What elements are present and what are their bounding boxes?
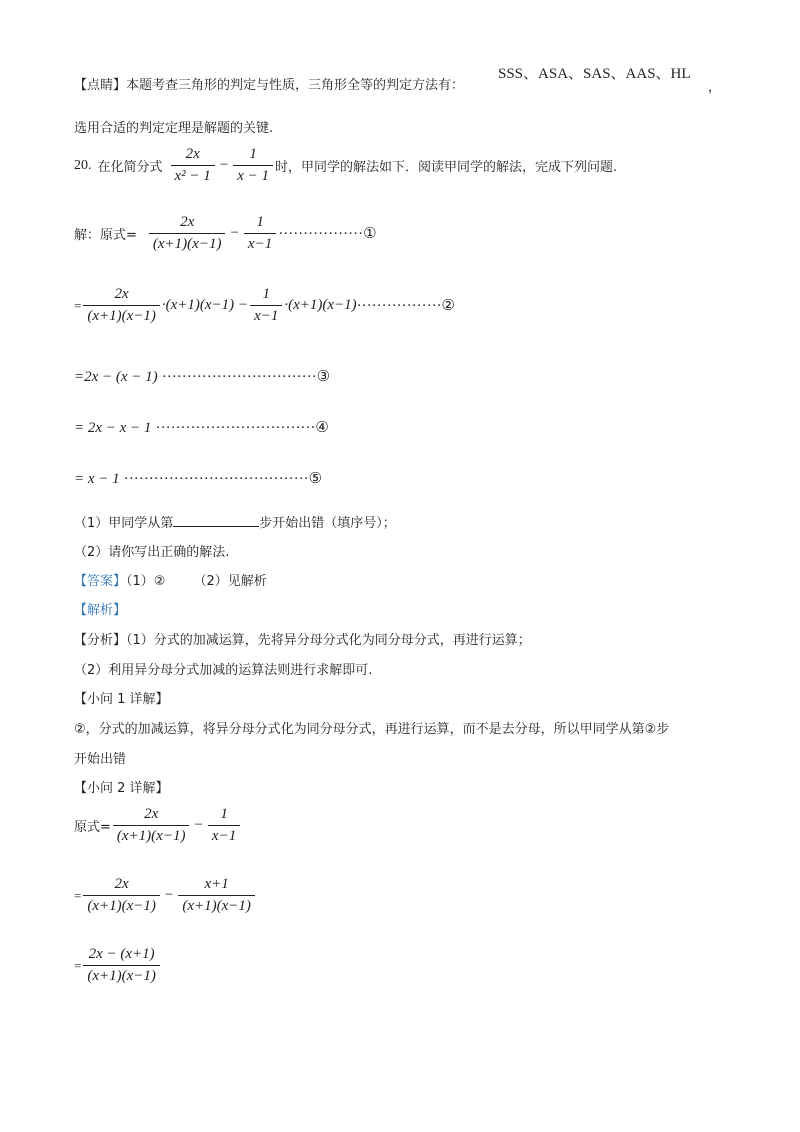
question-20: 20. 在化简分式 $\frac{2x}{\text{x² − 1}}$ − $\frac{1}{x - 1}$ 时，甲同学的解法如下．阅读甲同学的解法，完成下列问题. (74, 146, 618, 184)
xiaowen1-heading: 【小问 1 详解】 (74, 692, 169, 707)
solution-step-4: = 2x − x − 1 ································④ (74, 420, 329, 436)
xiaowen2-label: 原式= (74, 820, 111, 835)
question-pre: 在化简分式 (97, 160, 163, 175)
answer-blank[interactable] (173, 514, 259, 527)
step2-fraction-b: $\frac{1}{x-1}$ (250, 286, 282, 325)
x2-l1-fraction-a: $\frac{2x}{(x+1)(x-1)}$ (113, 806, 190, 845)
step2-fraction-a: $\frac{2x}{(x+1)(x-1)}$ (83, 286, 160, 325)
fenxi-line1: 【分析】（1）分式的加减运算，先将异分母分式化为同分母分式，再进行运算； (74, 633, 531, 648)
fraction-2x-over-x2-1: $\frac{2x}{\text{x² − 1}}$ (171, 146, 215, 185)
sub-question-1: （1）甲同学从第 步开始出错（填序号）； (74, 516, 396, 531)
x2-l2-fraction-a: $\frac{2x}{(x+1)(x-1)}$ (83, 876, 160, 915)
sub-question-2: （2）请你写出正确的解法. (74, 545, 230, 560)
fraction-1-over-x-1: $\frac{1}{x - 1}$ (233, 146, 273, 185)
step2-tail: ·(x+1)(x−1) (284, 297, 357, 313)
fenxi-label: 【分析】 (74, 633, 127, 648)
step1-marker: ·················① (278, 226, 377, 242)
step1-fraction-a: $\frac{2x}{(x+1)(x-1)}$ (149, 214, 226, 253)
fenxi-line2: （2）利用异分母分式加减的运算法则进行求解即可. (74, 663, 373, 678)
question-post: 时，甲同学的解法如下．阅读甲同学的解法，完成下列问题. (275, 160, 618, 175)
solution-step-1: 解：原式= $\frac{2x}{(x+1)(x-1)}$ − $\frac{1}{x-1}$ ·················① (74, 214, 377, 252)
x2-l2-fraction-b: $\frac{x+1}{(x+1)(x-1)}$ (178, 876, 255, 915)
x2-l1-fraction-b: $\frac{1}{x-1}$ (208, 806, 240, 845)
xiaowen2-line2: = $\frac{2x}{(x+1)(x-1)}$ − $\frac{x+1}{(x+1)(x-1)}$ (74, 876, 257, 915)
question-number: 20. (74, 157, 92, 173)
step2-middle: ·(x+1)(x−1) − (161, 297, 249, 313)
answer-part2: （2）见解析 (193, 574, 267, 589)
xiaowen1-line1: ②，分式的加减运算，将异分母分式化为同分母分式，再进行运算，而不是去分母，所以甲同学从第②步 (74, 722, 670, 737)
solution-step-5: = x − 1 ·····································⑤ (74, 471, 323, 487)
x2-l3-fraction: $\frac{2x - (x+1)}{(x+1)(x-1)}$ (83, 946, 160, 985)
dianjing-text: 本题考查三角形的判定与性质，三角形全等的判定方法有： (126, 78, 465, 93)
solution-step-3: =2x − (x − 1) ·······························③ (74, 369, 331, 385)
solution-label: 解：原式= (74, 228, 137, 243)
answer-line (74, 570, 267, 589)
answer-part1: （1）② (126, 574, 166, 589)
dianjing-line2: 选用合适的判定定理是解题的关键. (74, 121, 274, 136)
step1-fraction-b: $\frac{1}{x-1}$ (244, 214, 276, 253)
trailing-comma: ， (708, 80, 722, 95)
xiaowen2-line1: 原式= $\frac{2x}{(x+1)(x-1)}$ − $\frac{1}{x-1}$ (74, 806, 242, 845)
answer-label: 【答案】 (74, 574, 127, 589)
solution-step-2: = $\frac{2x}{(x+1)(x-1)}$ ·(x+1)(x−1) − $\frac{1}{x-1}$ ·(x+1)(x−1) ·················② (74, 286, 456, 324)
dianjing-line1 (74, 74, 464, 93)
jiexi-label: 【解析】 (74, 603, 127, 618)
dianjing-label: 【点睛】 (74, 78, 127, 93)
step2-marker: ·················② (356, 298, 456, 314)
xiaowen2-heading: 【小问 2 详解】 (74, 781, 169, 796)
xiaowen1-line2: 开始出错 (74, 752, 127, 767)
xiaowen2-line3: = $\frac{2x - (x+1)}{(x+1)(x-1)}$ (74, 946, 162, 985)
congruence-methods: SSS、ASA、SAS、AAS、HL (498, 66, 691, 82)
